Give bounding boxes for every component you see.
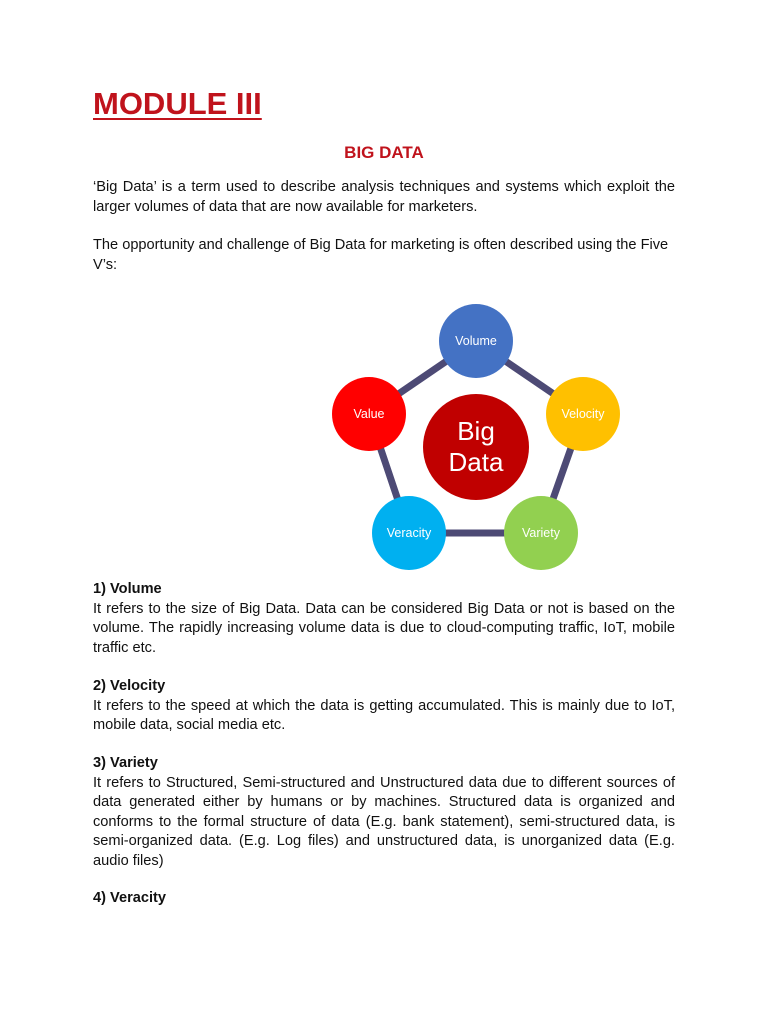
five-vs-diagram bbox=[323, 300, 629, 576]
five-vs-intro-paragraph: The opportunity and challenge of Big Data for marketing is often described using the Five V’s: bbox=[93, 237, 669, 273]
node-value-label: Value bbox=[353, 407, 385, 421]
node-veracity-label: Veracity bbox=[386, 526, 432, 540]
section-body-variety: It refers to Structured, Semi-structured and Unstructured data due to different sources of data generated either by humans or by machines. Structured data is organized and conforms to the formal structure of data (E.g. bank statement), semi-structured data, is semi-organized data. (E.g. Log files) and unstructured data, is unorganized data (E.g. audio files) bbox=[93, 774, 675, 869]
node-variety-label: Variety bbox=[522, 526, 560, 540]
center-label-line-1: Big bbox=[457, 416, 495, 446]
section-title: BIG DATA bbox=[344, 143, 424, 162]
intro-paragraph: ‘Big Data’ is a term used to describe analysis techniques and systems which exploit the larger volumes of data that are now available for marketers. bbox=[93, 179, 675, 215]
center-label-line-2: Data bbox=[448, 447, 504, 477]
node-variety bbox=[504, 496, 578, 570]
section-heading-volume: 1) Volume bbox=[93, 581, 162, 597]
section-body-volume: It refers to the size of Big Data. Data can be considered Big Data or not is based on the volume. The rapidly increasing volume data is due to cloud-computing traffic, IoT, mobile traffic etc. bbox=[93, 600, 675, 656]
section-heading-veracity: 4) Veracity bbox=[93, 890, 167, 906]
section-body-velocity: It refers to the speed at which the data is getting accumulated. This is mainly due to IoT, mobile data, social media etc. bbox=[93, 697, 675, 733]
node-velocity-label: Velocity bbox=[561, 407, 605, 421]
module-title: MODULE III bbox=[93, 86, 262, 121]
section-heading-velocity: 2) Velocity bbox=[93, 678, 166, 694]
node-velocity bbox=[546, 377, 620, 451]
node-veracity bbox=[372, 496, 446, 570]
section-heading-variety: 3) Variety bbox=[93, 755, 158, 771]
node-volume-label: Volume bbox=[455, 334, 497, 348]
node-value bbox=[332, 377, 406, 451]
node-volume bbox=[439, 304, 513, 378]
